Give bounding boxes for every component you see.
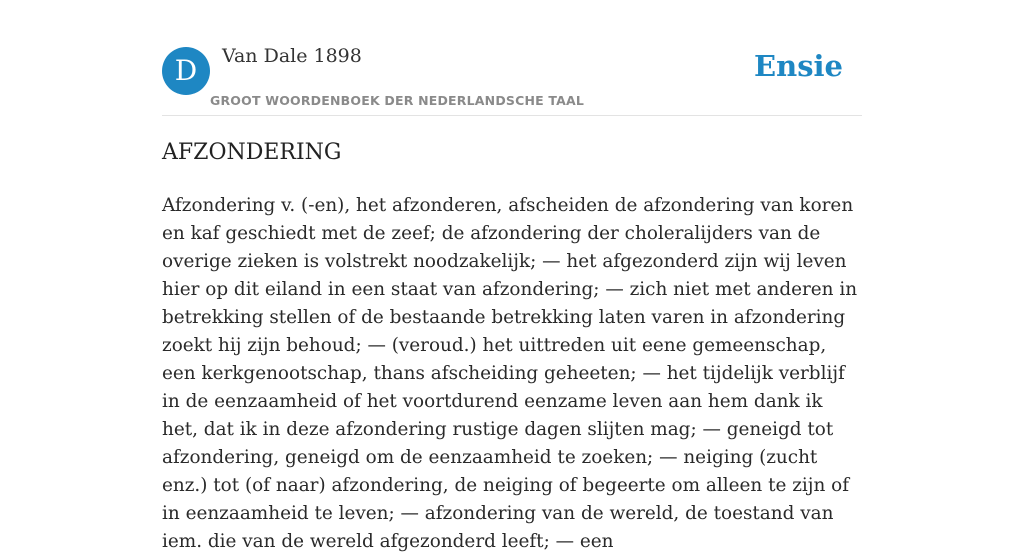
entry-headword: AFZONDERING xyxy=(162,140,342,165)
page xyxy=(162,0,862,552)
dictionary-logo[interactable]: D xyxy=(162,47,210,95)
brand-logo[interactable]: Ensie xyxy=(754,49,843,83)
entry-definition: Afzondering v. (-en), het afzonderen, afscheiden de afzondering van koren en kaf geschiedt met de zeef; de afzondering der choleralijders van de overige zieken is volstrekt noodzakelijk; — het afgezonderd zijn wij leven hier op dit eiland in een staat van afzondering; — zich niet met anderen in betrekking stellen of de bestaande betrekking laten varen in afzondering zoekt hij zijn behoud; — (veroud.) het uittreden uit eene gemeenschap, een kerkgenootschap, thans afscheiding geheeten; — het tijdelijk verblijf in de eenzaamheid of het voortdurend eenzame leven aan hem dank ik het, dat ik in deze afzondering rustige dagen slijten mag; — geneigd tot afzondering, geneigd om de eenzaamheid te zoeken; — neiging (zucht enz.) tot (of naar) afzondering, de neiging of begeerte om alleen te zijn of in eenzaamheid te leven; — afzondering van de wereld, de toestand van iem. die van de wereld afgezonderd leeft; — een xyxy=(162,195,858,552)
dictionary-title[interactable]: Van Dale 1898 xyxy=(222,45,362,67)
dictionary-subtitle: GROOT WOORDENBOEK DER NEDERLANDSCHE TAAL xyxy=(210,93,585,108)
header xyxy=(162,0,862,116)
